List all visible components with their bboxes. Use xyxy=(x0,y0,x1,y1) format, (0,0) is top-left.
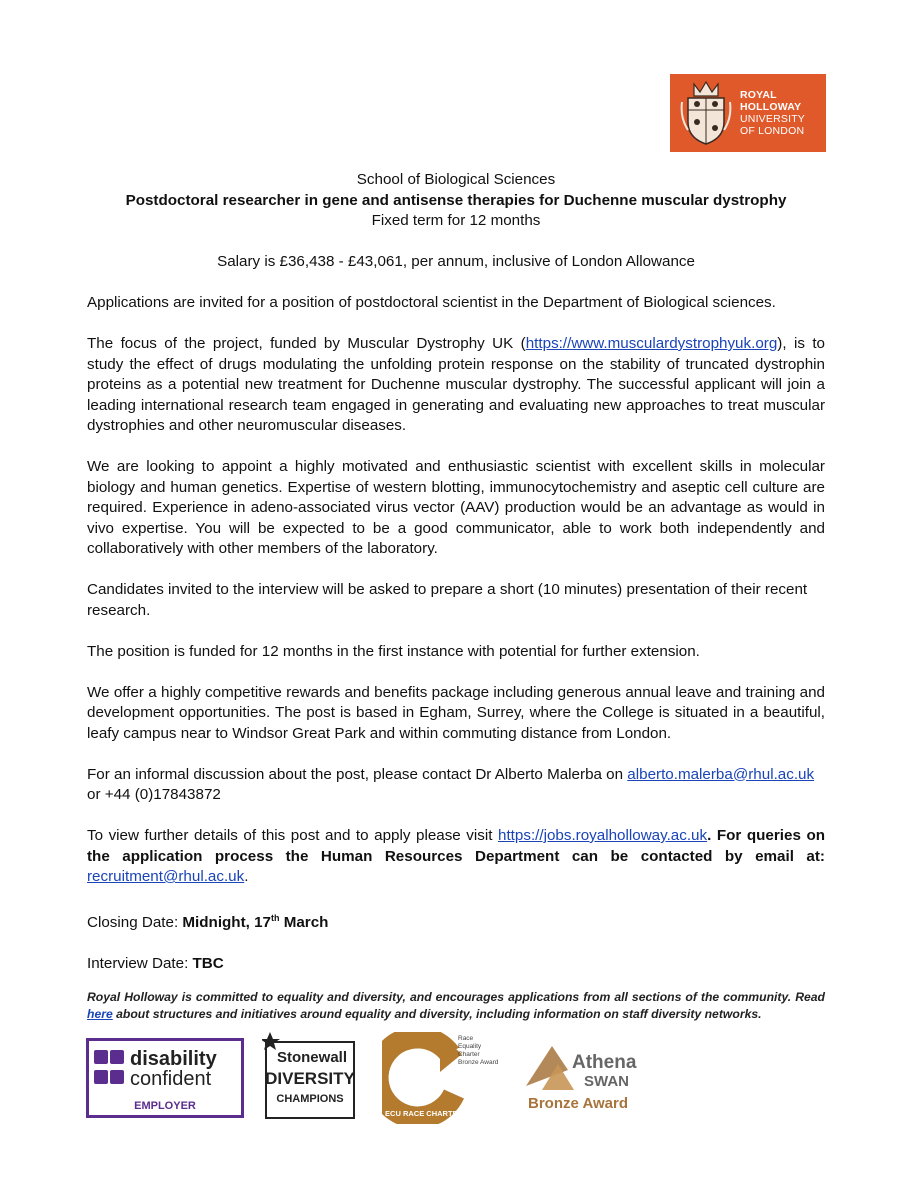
athena-line-2: SWAN xyxy=(584,1073,629,1090)
ecu-side-2: Equality xyxy=(458,1043,482,1050)
ecu-side-4: Bronze Award xyxy=(458,1059,499,1066)
ecu-side-1: Race xyxy=(458,1035,474,1042)
equality-note xyxy=(87,989,825,1023)
people-icon xyxy=(94,1050,108,1064)
mduk-link[interactable]: https://www.musculardystrophyuk.org xyxy=(525,335,778,352)
interview-date xyxy=(87,954,825,975)
athena-line-1: Athena xyxy=(572,1052,637,1073)
person-icon xyxy=(110,1070,124,1084)
stonewall-line-1: Stonewall xyxy=(276,1049,348,1066)
closing-label: Closing Date: xyxy=(87,914,183,932)
stonewall-line-3: CHAMPIONS xyxy=(276,1093,344,1105)
athena-line-3: Bronze Award xyxy=(528,1095,629,1112)
interview-value: TBC xyxy=(192,955,224,973)
apply-text-c: . xyxy=(244,868,249,885)
contact-phone: or +44 (0)17843872 xyxy=(87,786,221,803)
stonewall-badge xyxy=(262,1032,358,1122)
logo-line-2: HOLLOWAY xyxy=(740,101,802,113)
equality-text-b: about structures and initiatives around equality and diversity, including information on staff diversity networks. xyxy=(112,1006,762,1021)
check-icon xyxy=(110,1050,124,1064)
jobs-site-link[interactable]: https://jobs.royalholloway.ac.uk xyxy=(498,827,708,844)
apply-text-a: To view further details of this post and to apply please visit xyxy=(87,827,499,844)
equality-here-link[interactable]: here xyxy=(87,1006,113,1021)
requirements-paragraph: We are looking to appoint a highly motivated and enthusiastic scientist with excellent skills in molecular biology and human genetics. Expertise of western blotting, immunocytochemistry and aseptic cell culture are required. Experience in adeno-associated virus vector (AAV) production would be an advantage as would in vivo expertise. You will be expected to be a good communicator, able to work both independently and collaboratively with other members of the laboratory. xyxy=(87,458,825,557)
logo-line-1: ROYAL xyxy=(740,89,777,101)
disability-line-2: confident xyxy=(130,1068,212,1090)
lock-icon xyxy=(94,1070,108,1084)
ecu-side-3: Charter xyxy=(458,1051,480,1058)
ecu-race-charter-badge xyxy=(382,1032,516,1124)
ecu-ring-text: ECU RACE CHARTER xyxy=(385,1109,463,1118)
stonewall-line-2: DIVERSITY xyxy=(265,1069,355,1088)
crest-icon xyxy=(678,78,734,148)
project-paragraph xyxy=(87,334,825,437)
athena-swan-badge xyxy=(522,1040,652,1116)
contact-text: For an informal discussion about the post, please contact Dr Alberto Malerba on xyxy=(87,765,628,783)
contract-term: Fixed term for 12 months xyxy=(371,212,541,229)
job-title xyxy=(87,191,825,212)
recruitment-email-link[interactable]: recruitment@rhul.ac.uk xyxy=(87,868,245,885)
disability-line-3: EMPLOYER xyxy=(134,1100,196,1112)
logo-line-3: UNIVERSITY xyxy=(740,113,806,125)
disability-line-1: disability xyxy=(130,1048,217,1070)
closing-value: Midnight, 17th March xyxy=(182,913,329,932)
intro-paragraph: Applications are invited for a position of postdoctoral scientist in the Department of Biological sciences. xyxy=(87,294,776,311)
contact-email-link[interactable]: alberto.malerba@rhul.ac.uk xyxy=(627,765,815,783)
funding-paragraph: The position is funded for 12 months in the first instance with potential for further extension. xyxy=(87,642,700,660)
interview-label: Interview Date: xyxy=(87,955,193,973)
job-title-text: Postdoctoral researcher in gene and antisense therapies for Duchenne muscular dystrophy xyxy=(125,191,787,209)
apply-paragraph xyxy=(87,826,825,888)
job-advert xyxy=(87,170,825,1023)
project-text-a: The focus of the project, funded by Muscular Dystrophy UK ( xyxy=(87,335,526,352)
project-text-b: ), is to study the effect of drugs modulating the unfolding protein response on the stability of truncated dystrophin proteins as a potential new treatment for Duchenne muscular dystrophy. The successful applicant will join a leading international research team engaged in generating and evaluating new approaches to treat muscular dystrophies and other neuromuscular diseases. xyxy=(87,335,826,434)
apply-text-b: . For queries on the application process the Human Resources Department can be contacted by email at: xyxy=(87,827,825,865)
contact-paragraph xyxy=(87,765,825,806)
disability-confident-badge xyxy=(86,1038,244,1118)
royal-holloway-logo xyxy=(670,74,826,152)
closing-sup: th xyxy=(270,913,280,923)
interview-paragraph: Candidates invited to the interview will be asked to prepare a short (10 minutes) presentation of their recent research. xyxy=(87,581,808,619)
benefits-paragraph: We offer a highly competitive rewards and benefits package including generous annual leave and training and development opportunities. The post is based in Egham, Surrey, where the College is situated in a beautiful, leafy campus near to Windsor Great Park and within commuting distance from London. xyxy=(87,683,825,742)
logo-line-4: OF LONDON xyxy=(740,125,805,137)
salary: Salary is £36,438 - £43,061, per annum, inclusive of London Allowance xyxy=(217,253,695,270)
closing-date xyxy=(87,908,825,934)
accreditation-badges xyxy=(86,1032,826,1124)
equality-text-a: Royal Holloway is committed to equality and diversity, and encourages applications from all sections of the community. Read xyxy=(87,989,825,1004)
school-name: School of Biological Sciences xyxy=(356,171,556,188)
